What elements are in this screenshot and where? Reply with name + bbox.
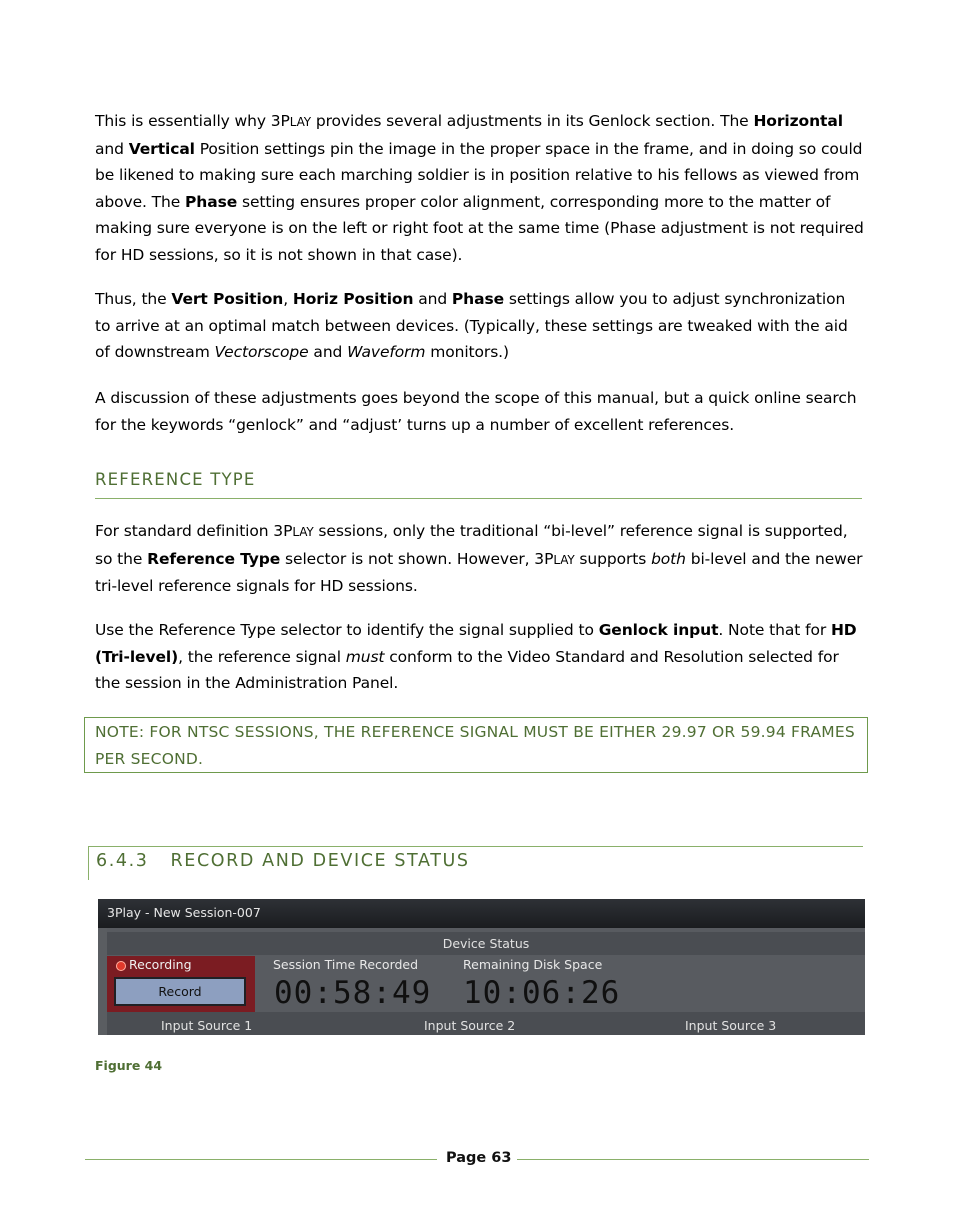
page-number: Page 63 <box>446 1150 512 1166</box>
figure-caption: Figure 44 <box>95 1058 163 1073</box>
footer-rule-right <box>517 1159 869 1160</box>
session-time-value: 00:58:49 <box>274 975 432 1011</box>
input-source-2[interactable]: Input Source 2 <box>424 1018 516 1033</box>
device-status-screenshot <box>98 899 865 1035</box>
paragraph-genlock-adjustments: This is essentially why 3PLAY provides several adjustments in its Genlock section. The Horizontal and Vertical Position settings pin the image in the proper space in the frame, and in doing so could be likened to making sure each marching soldier is in position relative to his fellows as viewed from above. The Phase setting ensures proper color alignment, corresponding more to the matter of making sure everyone is on the left or right foot at the same time (Phase adjustment is not required for HD sessions, so it is not shown in that case). <box>95 112 864 264</box>
paragraph-standard-definition: For standard definition 3PLAY sessions, only the traditional “bi-level” reference signal is supported, so the Reference Type selector is not shown. However, 3PLAY supports both bi-level and the newer tri-level reference signals for HD sessions. <box>95 522 863 595</box>
disk-space-value: 10:06:26 <box>463 975 621 1011</box>
note-box <box>84 717 868 773</box>
record-button[interactable]: Record <box>114 977 246 1006</box>
paragraph-reference-selector: Use the Reference Type selector to identify the signal supplied to Genlock input. Note that for HD (Tri-level), the reference signal must conform to the Video Standard and Resolution selected for the session in the Administration Panel. <box>95 621 857 692</box>
heading-rule <box>95 498 862 499</box>
window-titlebar <box>98 899 865 928</box>
device-status-header: Device Status <box>107 932 865 955</box>
paragraph-references: A discussion of these adjustments goes beyond the scope of this manual, but a quick online search for the keywords “genlock” and “adjust’ turns up a number of excellent references. <box>95 389 857 434</box>
input-source-1[interactable]: Input Source 1 <box>161 1018 253 1033</box>
section-number: 6.4.3 <box>96 851 149 871</box>
device-status-panel <box>107 928 865 1035</box>
section-heading <box>96 851 470 871</box>
recording-panel <box>107 956 255 1012</box>
window-title: 3Play - New Session-007 <box>107 905 261 920</box>
record-indicator-icon <box>116 961 126 971</box>
paragraph-position-settings: Thus, the Vert Position, Horiz Position and Phase settings allow you to adjust synchronization to arrive at an optimal match between devices. (Typically, these settings are tweaked with the aid of downstream Vectorscope and Waveform monitors.) <box>95 290 848 361</box>
input-sources-bar <box>107 1012 865 1035</box>
footer-rule-left <box>85 1159 437 1160</box>
recording-label: Recording <box>129 957 192 972</box>
input-source-3[interactable]: Input Source 3 <box>685 1018 777 1033</box>
note-text: NOTE: FOR NTSC SESSIONS, THE REFERENCE SIGNAL MUST BE EITHER 29.97 OR 59.94 FRAMES PER SECOND. <box>95 723 855 768</box>
session-time-label: Session Time Recorded <box>273 957 419 972</box>
section-heading-box <box>88 846 863 880</box>
disk-space-label: Remaining Disk Space <box>463 957 603 972</box>
heading-reference-type: REFERENCE TYPE <box>95 470 256 489</box>
section-title: RECORD AND DEVICE STATUS <box>170 851 470 871</box>
